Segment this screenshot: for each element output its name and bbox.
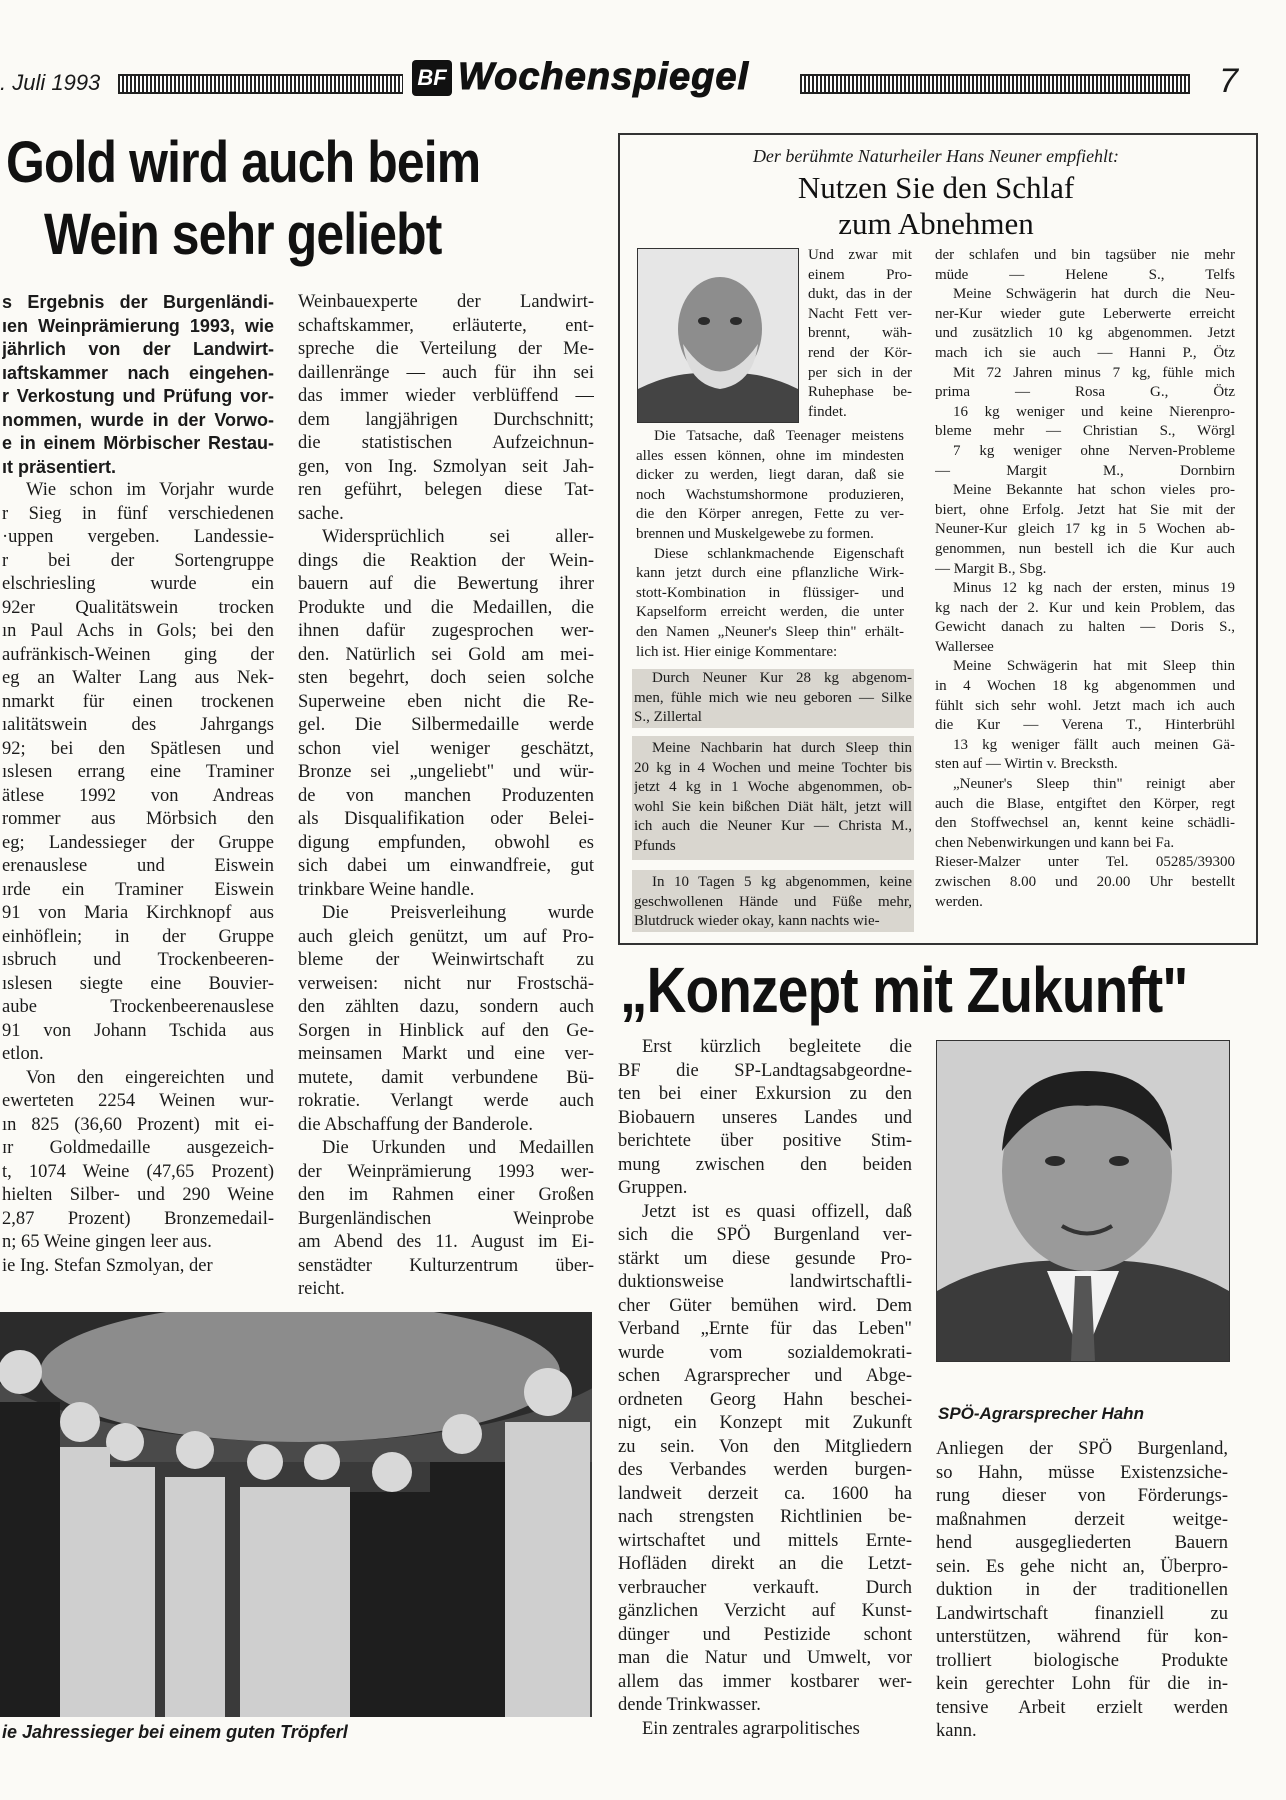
konzept-right-line: so Hahn, müsse Existenzsiche-: [936, 1462, 1228, 1483]
gold-col1-line: t, 1074 Weine (47,65 Prozent): [2, 1161, 274, 1182]
ad-quote-3: [632, 870, 914, 932]
ad-right-line: chen Nebenwirkungen und kann bei Fa.: [935, 834, 1175, 851]
konzept-right-line: kein gerechter Lohn für die in-: [936, 1674, 1228, 1694]
konzept-left-line: Ein zentrales agrarpolitisches: [642, 1718, 860, 1739]
gold-col1-line: ätlese 1992 von Andreas: [2, 785, 274, 806]
gold-col2-line: sten begehrt, doch seien solche: [298, 668, 594, 688]
gold-col2-line: den im Rahmen einer Großen: [298, 1185, 594, 1205]
gold-col2-line: reicht.: [298, 1279, 345, 1299]
ad-left-line: stott-Kombination in flüssiger- und: [636, 584, 904, 601]
konzept-left-line: mung zwischen den beiden: [618, 1154, 912, 1175]
ad-left-line: Die Tatsache, daß Teenager meistens: [654, 428, 904, 444]
ad-right-line: Meine Schwägerin hat durch die Neu-: [953, 286, 1235, 303]
ad-right-line: biert, ohne Erfolg. Jetzt hat Sie mit der: [935, 501, 1235, 518]
ad-right-line: zwischen 8.00 und 20.00 Uhr bestellt: [935, 874, 1235, 890]
konzept-left-line: berichtete über positive Stim-: [618, 1131, 912, 1151]
ad-beside-photo: [808, 246, 912, 422]
ad-right-line: müde — Helene S., Telfs: [935, 266, 1235, 283]
gold-col2-line: ihnen dafür zugesprochen wer-: [298, 621, 594, 641]
ad-quote-line: In 10 Tagen 5 kg abgenommen, keine: [652, 874, 912, 890]
gold-col1-line: erenauslese und Eiswein: [2, 856, 274, 876]
konzept-left-line: Hofläden direkt an die Letzt-: [618, 1554, 912, 1574]
gold-col2-line: Superweine eben nicht die Re-: [298, 691, 594, 712]
konzept-headline: „Konzept mit Zukunft": [620, 954, 1188, 1026]
gold-lead-line: r Verkostung und Prüfung vor-: [2, 386, 274, 406]
gold-col2-line: Sorgen in Hinblick auf den Ge-: [298, 1020, 594, 1041]
gold-col2-line: mutete, damit verbundene Bü-: [298, 1067, 594, 1088]
gold-col2-line: sache.: [298, 503, 344, 524]
ad-right-line: mach ich sie auch — Hanni P., Ötz: [935, 344, 1235, 361]
gold-col1-line: ısbruch und Trockenbeeren-: [2, 950, 274, 970]
konzept-right-line: rung dieser von Förderungs-: [936, 1486, 1228, 1506]
gold-col2-line: senstädter Kulturzentrum über-: [298, 1255, 594, 1276]
gold-col2-line: de von manchen Produzenten: [298, 785, 594, 806]
konzept-right-line: kann.: [936, 1721, 977, 1741]
ad-right-line: Gewicht danach zu halten — Doris S.,: [935, 619, 1235, 636]
ad-beside-line: Ruhephase be-: [808, 384, 912, 401]
ad-beside-line: Nacht Fett ver-: [808, 305, 912, 322]
konzept-right-line: tensive Arbeit erzielt werden: [936, 1697, 1228, 1718]
gold-col1-line: Von den eingereichten und: [26, 1067, 274, 1088]
gold-col2-line: Die Urkunden und Medaillen: [322, 1138, 594, 1158]
gold-headline-line1: Gold wird auch beim: [6, 130, 481, 195]
ad-beside-line: einem Pro-: [808, 266, 912, 283]
hahn-portrait-image: [937, 1041, 1229, 1361]
gold-col1-line: ıslesen siegte eine Bouvier-: [2, 973, 274, 994]
gold-lead-line: s Ergebnis der Burgenländi-: [2, 292, 274, 312]
page-number: 7: [1219, 62, 1238, 100]
gold-col2-line: das immer wieder verblüffend —: [298, 386, 594, 406]
gold-col2-line: Burgenländischen Weinprobe: [298, 1208, 594, 1229]
konzept-right-line: sein. Es gehe nicht an, Überpro-: [936, 1556, 1228, 1577]
gold-col1-line: aufränkisch-Weinen ging der: [2, 644, 274, 665]
gold-col2-line: Weinbauexperte der Landwirt-: [298, 292, 594, 312]
konzept-left-line: des Verbandes werden burgen-: [618, 1460, 912, 1480]
ad-kicker: Der berühmte Naturheiler Hans Neuner empfiehlt:: [752, 146, 1120, 166]
ad-left-line: lich ist. Hier einige Kommentare:: [636, 643, 838, 660]
konzept-left-line: schen Agrarsprecher und Abge-: [618, 1366, 912, 1386]
gold-lead-line: nommen, wurde in der Vorwo-: [2, 409, 274, 430]
ad-beside-line: Und zwar mit: [808, 247, 912, 263]
ad-quote-2: [632, 736, 914, 860]
ad-right-line: in 4 Wochen 18 kg abgenommen und: [935, 678, 1235, 695]
ad-right-line: Minus 12 kg nach der ersten, minus 19: [953, 580, 1235, 597]
konzept-right-line: hend ausgegliederten Bauern: [936, 1533, 1228, 1553]
ad-right-line: Meine Bekannte hat schon vieles pro-: [953, 482, 1235, 499]
gold-col2-line: schon viel weniger geschätzt,: [298, 738, 594, 759]
newspaper-name: Wochenspiegel: [458, 56, 750, 98]
konzept-left-line: ten bei einer Exkursion zu den: [618, 1084, 912, 1104]
gold-column-right: [298, 291, 594, 1302]
ad-right-line: fühlt sich sehr wohl. Jetzt mach ich auch: [935, 697, 1235, 714]
gold-col2-line: am Abend des 11. August im Ei-: [298, 1232, 594, 1252]
gold-col2-line: rokratie. Verlangt werde auch: [298, 1091, 594, 1111]
gold-lead-line: ıt präsentiert.: [2, 456, 117, 477]
gold-col2-line: trinkbare Weine handle.: [298, 879, 475, 900]
konzept-left-line: Biobauern unseres Landes und: [618, 1107, 912, 1128]
gold-col1-line: r Sieg in fünf verschiedenen: [2, 503, 274, 524]
gold-col2-line: der Weinprämierung 1993 wer-: [298, 1161, 594, 1182]
gold-col1-line: n; 65 Weine gingen leer aus.: [2, 1232, 212, 1252]
gold-col2-line: dings die Reaktion der Wein-: [298, 550, 594, 571]
gold-col1-line: ıalitätswein des Jahrgangs: [2, 715, 274, 735]
gold-col1-line: rommer aus Mörbsich den: [2, 809, 274, 829]
ad-right-line: den Stoffwechsel an, kennt keine schädli-: [935, 815, 1235, 832]
ad-right-line: — Margit B., Sbg.: [935, 560, 1047, 577]
gold-col1-line: ırde ein Traminer Eiswein: [2, 879, 274, 900]
konzept-left-line: dünger und Pestizide schont: [618, 1624, 912, 1645]
header-rule-right: [800, 74, 1190, 94]
gold-col2-line: Bronze sei „ungeliebt" und wür-: [298, 762, 594, 782]
ad-quote-line: Durch Neuner Kur 28 kg abgenom-: [652, 670, 912, 686]
ad-quote-line: ich auch die Neuner Kur — Christa M.,: [634, 818, 912, 835]
ad-right-line: bleme mehr — Christian S., Wörgl: [935, 423, 1235, 440]
gold-col2-line: digung empfunden, obwohl es: [298, 832, 594, 853]
gold-col1-line: r bei der Sortengruppe: [2, 550, 274, 571]
gold-col2-line: spreche die Verteilung der Me-: [298, 339, 594, 359]
gold-col1-text: [2, 479, 274, 1278]
ad-quote-line: jetzt 4 kg in 1 Woche abgenommen, ob-: [634, 779, 912, 796]
gold-col2-line: den. Natürlich sei Gold am mei-: [298, 644, 594, 665]
konzept-left-line: landweit derzeit ca. 1600 ha: [618, 1483, 912, 1504]
gold-col1-line: 91 von Johann Tschida aus: [2, 1020, 274, 1041]
konzept-left-line: Jetzt ist es quasi offizell, daß: [642, 1201, 912, 1222]
ad-right-line: kg nach der 2. Kur und kein Problem, das: [935, 599, 1235, 616]
konzept-left-line: stärkt um diese gesunde Pro-: [618, 1248, 912, 1269]
neuner-portrait-photo: [637, 248, 799, 423]
winners-group-photo: [0, 1312, 592, 1717]
gold-lead: [2, 291, 274, 479]
gold-col2-line: sich dabei um einwandfreie, gut: [298, 856, 594, 876]
ad-right-line: Rieser-Malzer unter Tel. 05285/39300: [935, 854, 1235, 871]
ad-right-line: Neuner-Kur gleich 17 kg in 5 Wochen ab-: [935, 521, 1235, 538]
gold-col1-line: ın 825 (36,60 Prozent) mit ei-: [2, 1114, 274, 1135]
gold-col1-line: nmarkt für einen trockenen: [2, 691, 274, 712]
konzept-left-line: nigt, ein Konzept mit Zukunft: [618, 1413, 912, 1433]
ad-left-line: Diese schlankmachende Eigenschaft: [654, 545, 904, 562]
gold-col1-line: ın Paul Achs in Gols; bei den: [2, 621, 274, 641]
ad-right-line: genommen, nun bestell ich die Kur auch: [935, 540, 1235, 557]
gold-col1-line: ie Ing. Stefan Szmolyan, der: [2, 1255, 213, 1276]
hahn-portrait-photo: [936, 1040, 1230, 1362]
ad-left-line: kann jetzt durch eine pflanzliche Wirk-: [636, 565, 904, 582]
ad-beside-line: rend der Kör-: [808, 344, 912, 361]
ad-quote-line: Meine Nachbarin hat durch Sleep thin: [652, 740, 912, 756]
ad-quote-1: [632, 669, 914, 728]
gold-col2-line: bleme der Weinwirtschaft zu: [298, 950, 594, 970]
ad-right-line: sten auf — Wirtin v. Brecksth.: [935, 756, 1118, 773]
ad-right-line: ner-Kur wieder gute Leberwerte erreicht: [935, 305, 1235, 322]
gold-lead-line: jährlich von der Landwirt-: [2, 339, 274, 359]
konzept-left-line: Gruppen.: [618, 1178, 688, 1198]
konzept-left-line: Verband „Ernte für das Leben": [618, 1319, 912, 1339]
konzept-left-line: wurde vom sozialdemokrati-: [618, 1342, 912, 1363]
gold-col1-line: hielten Silber- und 290 Weine: [2, 1185, 274, 1205]
konzept-col-right: [936, 1438, 1228, 1744]
ad-left-line: Kapselform erreicht werden, die unter: [636, 604, 904, 621]
gold-col1-line: ·uppen vergeben. Landessie-: [2, 527, 274, 547]
konzept-left-line: Erst kürzlich begleitete die: [642, 1037, 912, 1057]
gold-col1-line: ewerteten 2254 Weinen wur-: [2, 1091, 274, 1111]
gold-col2-line: dem langjährigen Durchschnitt;: [298, 409, 594, 430]
ad-right-line: 13 kg weniger fällt auch meinen Gä-: [953, 736, 1235, 753]
gold-col2-line: Produkte und die Medaillen, die: [298, 597, 594, 618]
ad-right-line: die Kur — Verena T., Hinterbrühl: [935, 717, 1235, 734]
ad-quote-line: wohl Sie kein bißchen Diät hält, jetzt will: [634, 798, 912, 815]
ad-right-line: 7 kg weniger ohne Nerven-Probleme: [953, 442, 1235, 459]
ad-right-line: Wallersee: [935, 638, 994, 655]
gold-lead-line: e in einem Mörbischer Restau-: [2, 433, 274, 453]
ad-beside-line: per sich in der: [808, 364, 912, 381]
neuner-portrait-image: [638, 249, 798, 422]
ad-right-line: — Margit M., Dornbirn: [935, 462, 1235, 479]
ad-right-line: werden.: [935, 893, 983, 910]
konzept-left-line: wirtschaftet und mittels Ernte-: [618, 1530, 912, 1551]
gold-col1-line: 92er Qualitätswein trocken: [2, 597, 274, 618]
konzept-left-line: cher Güter bemühen wird. Dem: [618, 1295, 912, 1316]
gold-headline-line2: Wein sehr geliebt: [44, 202, 442, 267]
konzept-right-line: Anliegen der SPÖ Burgenland,: [936, 1439, 1228, 1459]
gold-col2-line: verweisen: nicht nur Frostschä-: [298, 973, 594, 994]
konzept-left-line: dende Trinkwasser.: [618, 1695, 761, 1715]
gold-col2-line: daillenränge — auch für ihn sei: [298, 362, 594, 383]
gold-col1-line: ɪr Goldmedaille ausgezeich-: [2, 1138, 274, 1158]
konzept-left-line: verbraucher verkauft. Durch: [618, 1577, 912, 1598]
ad-right-line: Meine Schwägerin hat mit Sleep thin: [953, 658, 1235, 675]
gold-col2-line: bauern auf die Bewertung ihrer: [298, 574, 594, 594]
gold-col1-line: 92; bei den Spätlesen und: [2, 738, 274, 759]
gold-col2-line: ren geführt, belegen diese Tat-: [298, 480, 594, 500]
ad-title-line1: Nutzen Sie den Schlaf: [797, 170, 1075, 205]
gold-col1-line: 2,87 Prozent) Bronzemedail-: [2, 1208, 274, 1229]
gold-col1-line: einhöflein; in der Gruppe: [2, 926, 274, 947]
gold-col2-line: die statistischen Aufzeichnun-: [298, 433, 594, 453]
ad-right-line: der schlafen und bin tagsüber nie mehr: [935, 247, 1235, 263]
issue-date: . Juli 1993: [0, 70, 101, 95]
ad-beside-line: brennt, wäh-: [808, 325, 912, 342]
konzept-left-line: sich die SPÖ Burgenland ver-: [618, 1225, 912, 1245]
konzept-right-line: duktion in der traditionellen: [936, 1580, 1228, 1600]
konzept-left-line: man die Natur und Umwelt, vor: [618, 1648, 912, 1668]
gold-col1-line: Wie schon im Vorjahr wurde: [26, 480, 274, 500]
ad-right-line: prima — Rosa G., Ötz: [935, 384, 1235, 401]
gold-col1-line: eg an Walter Lang aus Nek-: [2, 668, 274, 688]
ad-beside-line: dukt, das in der: [808, 286, 912, 303]
gold-col1-line: elschriesling wurde ein: [2, 574, 274, 594]
konzept-left-line: gänzlichen Verzicht auf Kunst-: [618, 1601, 912, 1621]
gold-col2-line: Widersprüchlich sei aller-: [322, 527, 594, 547]
gold-col1-line: ıslesen errang eine Traminer: [2, 762, 274, 782]
ad-quote-line: geschwollenen Hände und Füße mehr,: [634, 893, 912, 910]
ad-left-text: [636, 427, 904, 662]
ad-left-line: noch Wachstumshormone produzieren,: [636, 486, 904, 503]
konzept-right-line: unterstützen, während für kon-: [936, 1627, 1228, 1647]
winners-photo-image: [0, 1312, 592, 1717]
gold-column-left: [2, 291, 274, 1278]
gold-col2-line: gel. Die Silbermedaille werde: [298, 715, 594, 735]
konzept-right-line: trolliert biologische Produkte: [936, 1650, 1228, 1671]
konzept-col-left: [618, 1036, 912, 1741]
ad-right-line: auch die Blase, entgiftet den Körper, regt: [935, 795, 1235, 812]
gold-col2-line: schaftskammer, erläuterte, ent-: [298, 315, 594, 336]
konzept-left-line: allem das immer kostbarer wer-: [618, 1671, 912, 1692]
gold-col2-line: den zählten dazu, sondern auch: [298, 997, 594, 1017]
ad-beside-line: findet.: [808, 403, 847, 420]
ad-left-line: dicker zu werden, liegt daran, daß sie: [636, 467, 904, 484]
ad-title-line2: zum Abnehmen: [838, 206, 1034, 241]
hahn-photo-caption: SPÖ-Agrarsprecher Hahn: [938, 1404, 1144, 1423]
ad-right-line: „Neuner's Sleep thin" reinigt aber: [953, 776, 1235, 793]
ad-quote-line: men, fühle mich wie neu geboren — Silke: [634, 689, 912, 706]
gold-lead-line: ıaftskammer nach eingehen-: [2, 362, 274, 383]
gold-col1-line: eg; Landessieger der Gruppe: [2, 832, 274, 853]
ad-quote-line: Pfunds: [634, 837, 676, 854]
gold-col1-line: 91 von Maria Kirchknopf aus: [2, 903, 274, 923]
gold-col2-line: Die Preisverleihung wurde: [322, 903, 594, 923]
ad-right-text: [935, 246, 1235, 912]
ad-left-line: den Namen „Neuner's Sleep thin" erhält-: [636, 623, 904, 640]
konzept-left-line: nach strengsten Richtlinien be-: [618, 1507, 912, 1527]
newspaper-logo: BF: [412, 60, 452, 96]
ad-right-line: 16 kg weniger und keine Nierenpro-: [953, 403, 1235, 420]
ad-right-line: und zusätzlich 10 kg abgenommen. Jetzt: [935, 325, 1235, 342]
ad-quote-line: Blutdruck wieder okay, kann nachts wie-: [634, 913, 880, 930]
ad-quote-line: S., Zillertal: [634, 709, 702, 726]
ad-left-line: alles essen können, ohne im mindesten: [636, 447, 904, 464]
gold-col2-line: meinsamen Markt und eine ver-: [298, 1044, 594, 1064]
konzept-left-line: duktionsweise landwirtschaftli-: [618, 1272, 912, 1292]
header-rule-left: [118, 74, 403, 94]
gold-col1-line: etlon.: [2, 1044, 44, 1064]
ad-left-line: die den Körper anregen, Fette zu ver-: [636, 506, 904, 523]
gold-lead-line: ıen Weinprämierung 1993, wie: [2, 315, 274, 336]
konzept-left-line: zu sein. Von den Mitgliedern: [618, 1436, 912, 1457]
ad-left-line: brennen und Muskelgewebe zu formen.: [636, 525, 874, 542]
konzept-left-line: BF die SP-Landtagsabgeordne-: [618, 1060, 912, 1081]
gold-col2-line: die Abschaffung der Banderole.: [298, 1114, 533, 1135]
winners-photo-caption: ie Jahressieger bei einem guten Tröpferl: [2, 1722, 348, 1742]
gold-col2-line: auch gleich genützt, um auf Pro-: [298, 926, 594, 947]
gold-col2-line: gen, von Ing. Szmolyan seit Jah-: [298, 456, 594, 477]
gold-col2-line: als Disqualifikation oder Belei-: [298, 809, 594, 829]
konzept-right-line: Landwirtschaft finanziell zu: [936, 1603, 1228, 1624]
konzept-left-line: ordneten Georg Hahn beschei-: [618, 1389, 912, 1410]
ad-right-line: Mit 72 Jahren minus 7 kg, fühle mich: [953, 364, 1235, 381]
konzept-right-line: maßnahmen derzeit weitge-: [936, 1509, 1228, 1530]
gold-col1-line: aube Trockenbeerenauslese: [2, 997, 274, 1017]
ad-quote-line: 20 kg in 4 Wochen und meine Tochter bis: [634, 759, 912, 776]
